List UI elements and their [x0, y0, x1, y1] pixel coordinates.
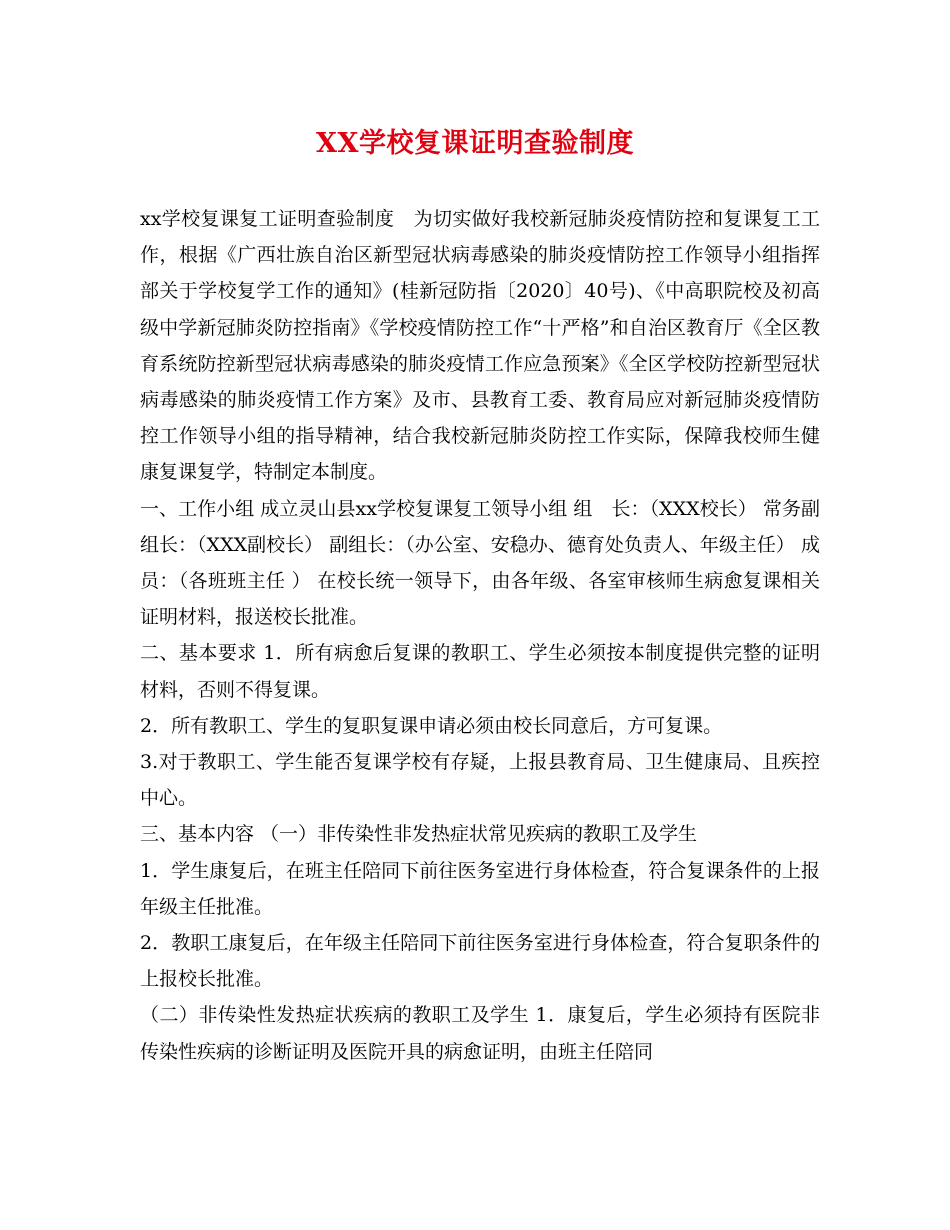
document-title: XX学校复课证明查验制度	[316, 128, 634, 159]
document-body	[140, 201, 840, 1070]
paragraph-content-fever: （二）非传染性发热症状疾病的教职工及学生 1．康复后，学生必须持有医院非传染性疾病的诊断证明及医院开具的病愈证明，由班主任陪同	[140, 1004, 820, 1063]
paragraph-requirement-3: 3.对于教职工、学生能否复课学校有存疑，上报县教育局、卫生健康局、且疾控中心。	[140, 751, 820, 810]
paragraph-requirement-2: 2．所有教职工、学生的复职复课申请必须由校长同意后，方可复课。	[140, 714, 723, 737]
paragraph-intro: xx学校复课复工证明查验制度 为切实做好我校新冠肺炎疫情防控和复课复工工作，根据《广西壮族自治区新型冠状病毒感染的肺炎疫情防控工作领导小组指挥部关于学校复学工作的通知》(桂新冠防指〔2020〕40号)、《中高职院校及初高级中学新冠肺炎防控指南》《学校疫情防控工作“十严格”和自治区教育厅《全区教育系统防控新型冠状病毒感染的肺炎疫情工作应急预案》《全区学校防控新型冠状病毒感染的肺炎疫情工作方案》及市、县教育工委、教育局应对新冠肺炎疫情防控工作领导小组的指导精神，结合我校新冠肺炎防控工作实际，保障我校师生健康复课复学，特制定本制度。	[140, 208, 820, 484]
paragraph-basic-content: 三、基本内容 （一）非传染性非发热症状常见疾病的教职工及学生	[140, 823, 698, 846]
paragraph-basic-requirements: 二、基本要求 1．所有病愈后复课的教职工、学生必须按本制度提供完整的证明材料，否则不得复课。	[140, 642, 820, 701]
paragraph-working-group: 一、工作小组 成立灵山县xx学校复课复工领导小组 组 长：（XXX校长） 常务副组长：（XXX副校长） 副组长：（办公室、安稳办、德育处负责人、年级主任） 成 员：（各班班主任 ） 在校长统一领导下，由各年级、各室审核师生病愈复课相关证明材料，报送校长批准。	[140, 497, 840, 629]
paragraph-content-2: 2．教职工康复后，在年级主任陪同下前往医务室进行身体检查，符合复职条件的上报校长批准。	[140, 932, 820, 991]
paragraph-content-1: 1．学生康复后，在班主任陪同下前往医务室进行身体检查，符合复课条件的上报年级主任批准。	[140, 859, 820, 918]
